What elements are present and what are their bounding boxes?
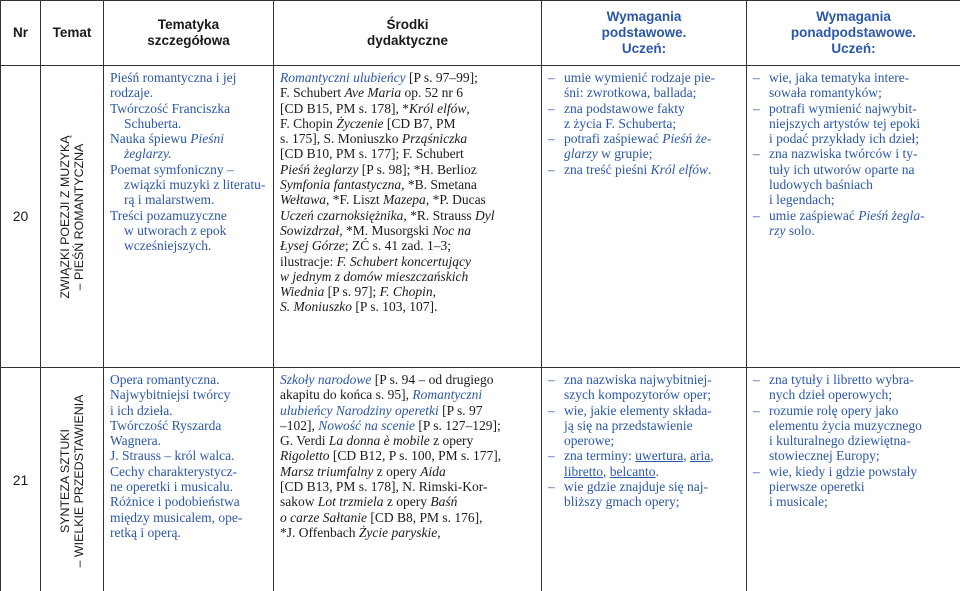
row-srodki: Szkoły narodowe [P s. 94 – od drugiego akapitu do końca s. 95], Romantyczni ulubieńcy Narodziny operetki [P s. 97 –102], Nowość na scenie [P s. 127–129]; G. Verdi La donna è mobile z opery Rigoletto [CD B12, P s. 100, PM s. 177], Marsz triumfalny z opery Aida [CD B13, PM s. 178], N. Rimski-Kor- sakow Lot trzmiela z opery Baśń o carze Sałtanie [CD B8, PM s. 176], *J. Offenbach Życie paryskie,	[274, 368, 542, 591]
header-wymagania-ponadpodstawowe: Wymagania ponadpodstawowe. Uczeń:	[747, 1, 960, 66]
row-wymagania-podstawowe: – umie wymienić rodzaje pie- śni: zwrotkowa, ballada; – zna podstawowe fakty z życia F. Schuberta; – potrafi zaśpiewać Pieśń że- glarzy w grupie; – zna treść pieśni Król elfów.	[542, 66, 747, 368]
header-srodki: Środki dydaktyczne	[274, 1, 542, 66]
table-row	[1, 66, 960, 368]
row-srodki: Romantyczni ulubieńcy [P s. 97–99]; F. Schubert Ave Maria op. 52 nr 6 [CD B15, PM s. 178], *Król elfów, F. Chopin Życzenie [CD B7, PM s. 175], S. Moniuszko Prząśniczka [CD B10, PM s. 177]; F. Schubert Pieśń żeglarzy [P s. 98]; *H. Berlioz Symfonia fantastyczna, *B. Smetana Wełtawa, *F. Liszt Mazepa, *P. Ducas Uczeń czarnoksiężnika, *R. Strauss Dyl Sowizdrzał, *M. Musorgski Noc na Łysej Górze; ZĆ s. 41 zad. 1–3; ilustracje: F. Schubert koncertujący w jednym z domów mieszczańskich Wiednia [P s. 97]; F. Chopin, S. Moniuszko [P s. 103, 107].	[274, 66, 542, 368]
temat-line: – WIELKIE PRZEDSTAWIENIA	[72, 394, 86, 567]
header-wymagania-podstawowe: Wymagania podstawowe. Uczeń:	[542, 1, 747, 66]
row-number: 20	[1, 66, 41, 368]
header-nr: Nr	[1, 1, 41, 66]
row-number: 21	[1, 368, 41, 591]
header-tematyka: Tematyka szczegółowa	[104, 1, 274, 66]
row-temat	[41, 66, 104, 368]
temat-line: SYNTEZA SZTUKI	[58, 428, 72, 533]
row-wymagania-ponadpodstawowe: – zna tytuły i libretto wybra- nych dzieł operowych; – rozumie rolę opery jako elementu życia muzycznego i kulturalnego dziewiętna- stowiecznej Europy; – wie, kiedy i gdzie powstały pierwsze operetki i musicale;	[747, 368, 960, 591]
row-tematyka: Pieśń romantyczna i jej rodzaje. Twórczość Franciszka Schuberta. Nauka śpiewu Pieśni żeglarzy. Poemat symfoniczny – związki muzyki z literatu- rą i malarstwem. Treści pozamuzyczne w utworach z epok wcześniejszych.	[104, 66, 274, 368]
row-wymagania-podstawowe: – zna nazwiska najwybitniej- szych kompozytorów oper; – wie, jakie elementy składa- ją się na przedstawienie operowe; – zna terminy: uwertura, aria, libretto, belcanto. – wie gdzie znajduje się naj- bliższy gmach opery;	[542, 368, 747, 591]
temat-line: ZWIĄZKI POEZJI Z MUZYKĄ	[58, 134, 72, 299]
row-tematyka: Opera romantyczna. Najwybitniejsi twórcy i ich dzieła. Twórczość Ryszarda Wagnera. J. Strauss – król walca. Cechy charakterystycz- ne operetki i musicalu. Różnice i podobieństwa między musicalem, ope- retką i operą.	[104, 368, 274, 591]
table-row	[1, 368, 960, 591]
header-temat: Temat	[41, 1, 104, 66]
row-wymagania-ponadpodstawowe: – wie, jaka tematyka intere- sowała romantyków; – potrafi wymienić najwybit- niejszych artystów tej epoki i podać przykłady ich dzieł; – zna nazwiska twórców i ty- tuły ich utworów oparte na ludowych baśniach i legendach; – umie zaśpiewać Pieśń żegla- rzy solo.	[747, 66, 960, 368]
header-row	[1, 1, 960, 66]
row-temat	[41, 368, 104, 591]
temat-line: – PIEŚŃ ROMANTYCZNA	[72, 143, 86, 290]
